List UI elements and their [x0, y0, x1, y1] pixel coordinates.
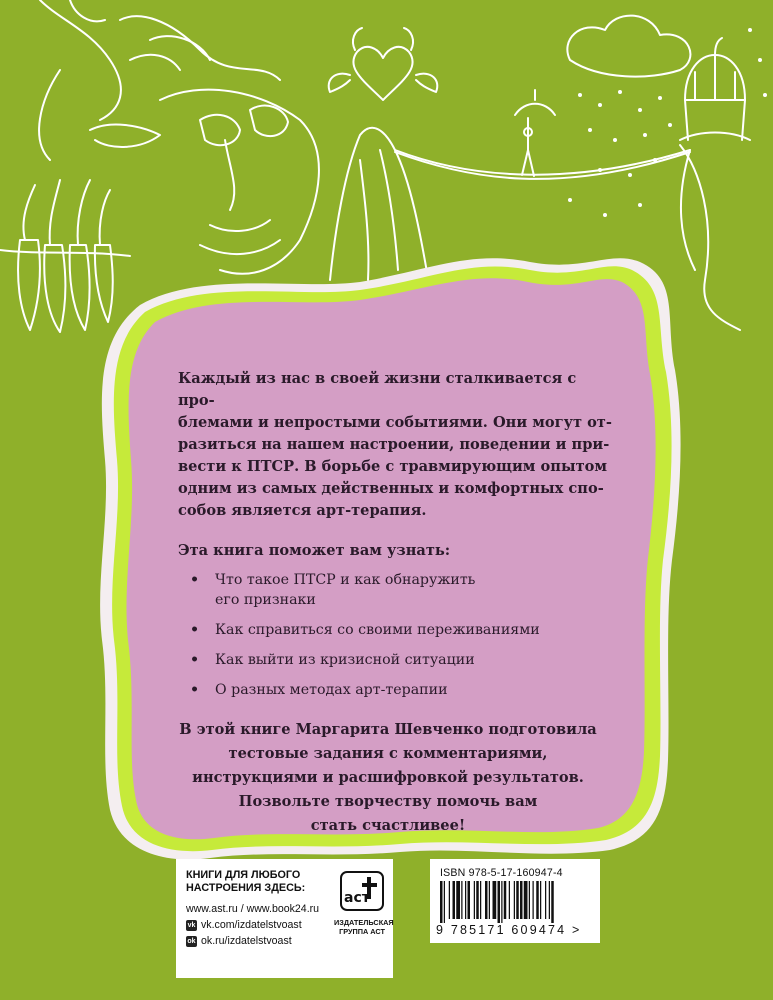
- barcode-bar: [540, 881, 541, 919]
- list-item: [178, 570, 618, 610]
- intro-line: блемами и непростыми событиями. Они могут от-: [178, 414, 612, 431]
- vk-icon: vk: [187, 921, 196, 929]
- intro-line: собов является арт-терапия.: [178, 502, 427, 519]
- barcode-bar: [465, 881, 466, 919]
- description-text-block: [178, 368, 618, 853]
- info-title-line: КНИГИ ДЛЯ ЛЮБОГО: [186, 869, 301, 881]
- barcode-bar: [440, 881, 443, 923]
- list-item-line: его признаки: [215, 592, 316, 608]
- barcode-bar: [485, 881, 488, 919]
- list-heading: Эта книга поможет вам узнать:: [178, 542, 451, 559]
- logo-caption-line: ИЗДАТЕЛЬСКАЯ: [334, 918, 394, 927]
- barcode-bar: [529, 881, 530, 919]
- barcode-bar: [516, 881, 519, 919]
- list-item-line: • О разных методах арт-терапии: [215, 682, 448, 698]
- closing-line: стать счастливее!: [310, 817, 466, 834]
- websites-link[interactable]: www.ast.ru / www.book24.ru: [186, 903, 320, 915]
- barcode-box: [430, 859, 600, 943]
- list-item-line: • Как справиться со своими переживаниями: [215, 622, 540, 638]
- intro-line: Каждый из нас в своей жизни сталкивается с про-: [178, 370, 577, 409]
- barcode-bar: [498, 881, 501, 923]
- barcode-bar: [444, 881, 445, 923]
- barcode-bar: [453, 881, 456, 919]
- barcode-icon: [440, 881, 590, 923]
- intro-line: разиться на нашем настроении, поведении и при-: [178, 436, 610, 453]
- barcode-bar: [461, 881, 462, 919]
- closing-line: тестовые задания с комментариями,: [228, 745, 548, 762]
- closing-line: В этой книге Маргарита Шевченко подготовила: [179, 721, 597, 738]
- barcode-bar: [551, 881, 554, 923]
- closing-line: Позвольте творчеству помочь вам: [238, 793, 538, 810]
- list-item: [178, 680, 618, 700]
- barcode-bar: [501, 881, 502, 923]
- barcode-bar: [533, 881, 534, 919]
- ast-logo: [334, 871, 394, 936]
- barcode-bar: [509, 881, 510, 919]
- barcode-bar: [549, 881, 550, 919]
- list-item: [178, 620, 618, 640]
- intro-paragraph: [178, 368, 618, 522]
- barcode-bar: [545, 881, 546, 919]
- ast-logo-letters: аст: [344, 890, 370, 906]
- barcode-bar: [456, 881, 460, 919]
- barcode-bar: [480, 881, 481, 919]
- closing-line: инструкциями и расшифровкой результатов.: [192, 769, 584, 786]
- barcode-bar: [489, 881, 490, 919]
- closing-paragraph: [158, 718, 618, 838]
- list-item-line: • Как выйти из кризисной ситуации: [215, 652, 475, 668]
- intro-line: одним из самых действенных и комфортных спо-: [178, 480, 604, 497]
- ast-logo-icon: [340, 871, 384, 911]
- barcode-digits: 9 785171 609474 >: [436, 923, 582, 937]
- barcode-bar: [468, 881, 471, 919]
- barcode-bar: [514, 881, 515, 919]
- ok-link-text: ok.ru/izdatelstvoast: [201, 935, 292, 947]
- vk-link-text: vk.com/izdatelstvoast: [201, 919, 302, 931]
- logo-caption-line: ГРУППА АСТ: [339, 927, 385, 936]
- barcode-bar: [449, 881, 450, 919]
- barcode-bar: [476, 881, 479, 919]
- ok-icon: ok: [187, 937, 196, 945]
- logo-caption: [334, 918, 394, 936]
- barcode-bar: [524, 881, 528, 919]
- barcode-bar: [474, 881, 475, 919]
- info-title-line: НАСТРОЕНИЯ ЗДЕСЬ:: [186, 882, 306, 894]
- publisher-info-box: [176, 859, 393, 978]
- intro-line: вести к ПТСР. В борьбе с травмирующим опытом: [178, 458, 608, 475]
- list-item-line: • Что такое ПТСР и как обнаружить: [215, 572, 476, 588]
- barcode-bar: [520, 881, 523, 919]
- benefits-list: [178, 570, 618, 700]
- barcode-bar: [504, 881, 507, 919]
- barcode-bar: [536, 881, 539, 919]
- barcode-bar: [493, 881, 497, 919]
- list-item: [178, 650, 618, 670]
- isbn-text: ISBN 978-5-17-160947-4: [440, 867, 563, 879]
